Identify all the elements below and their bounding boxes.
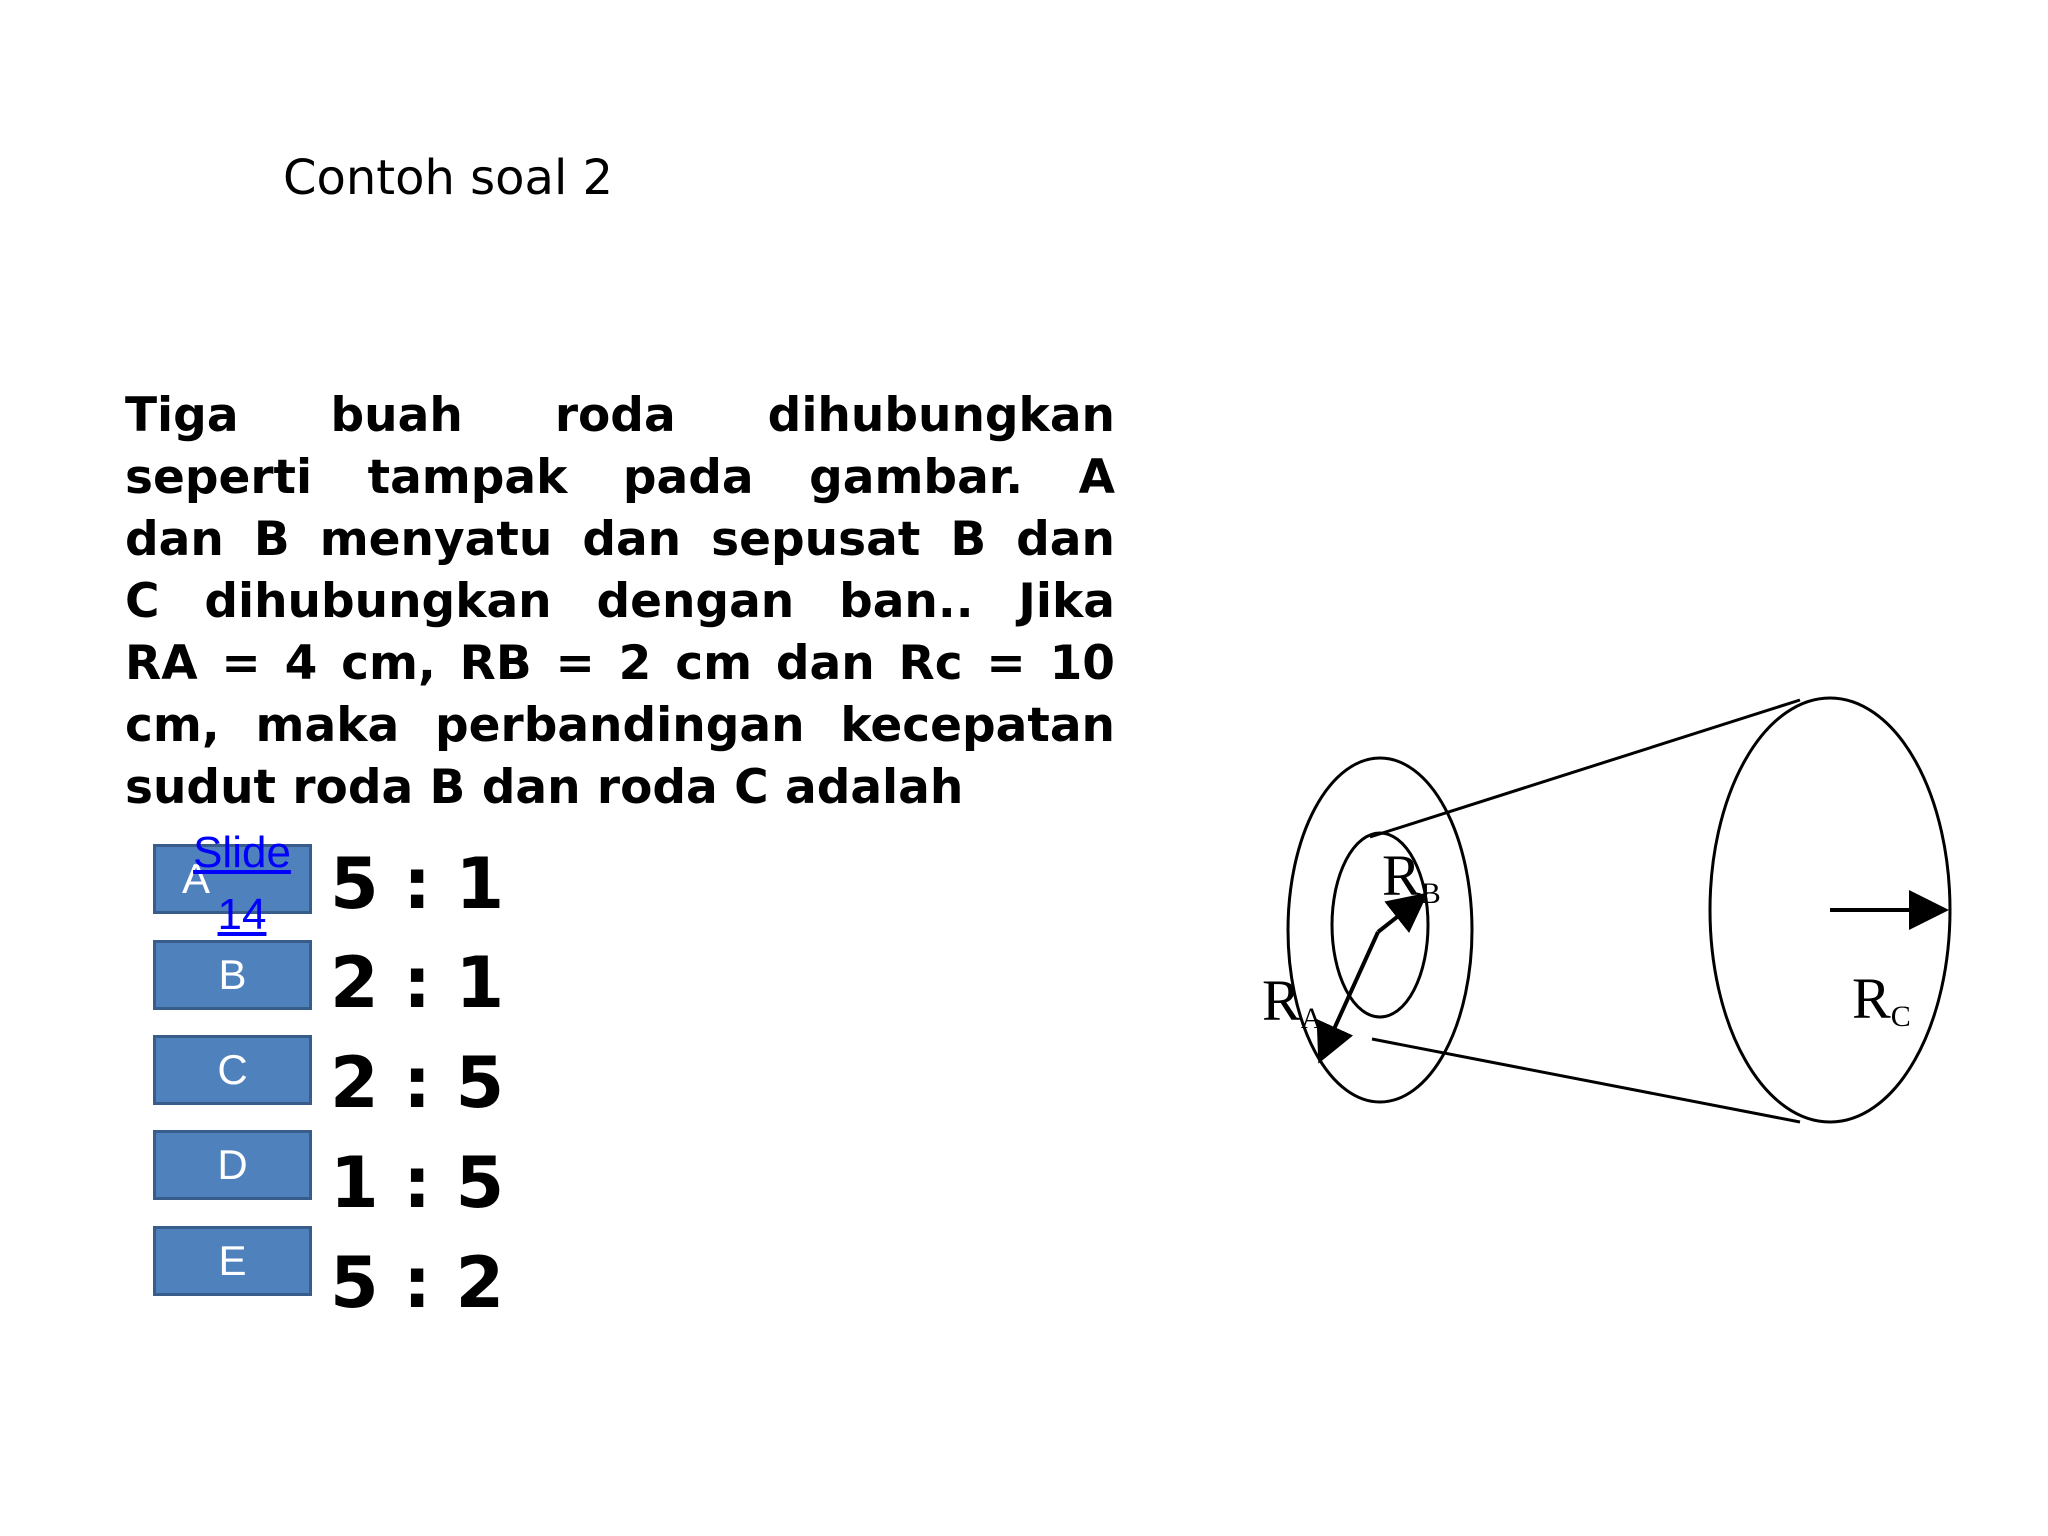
slide-14-link[interactable]: Slide 14 xyxy=(193,828,291,939)
option-e-button[interactable] xyxy=(153,1226,312,1296)
wheels-diagram xyxy=(1240,680,1970,1140)
option-c-button[interactable] xyxy=(153,1035,312,1105)
option-c-label: C xyxy=(217,1046,248,1093)
label-ra: RA xyxy=(1262,968,1323,1035)
question-line: C dihubungkan dengan ban.. Jika xyxy=(125,574,1115,629)
option-e-label: E xyxy=(218,1237,247,1284)
question-line: dan B menyatu dan sepusat B dan xyxy=(125,512,1115,567)
question-line: sudut roda B dan roda C adalah xyxy=(125,760,964,815)
question-line: RA = 4 cm, RB = 2 cm dan Rc = 10 xyxy=(125,636,1115,691)
label-rb: RB xyxy=(1382,843,1441,910)
belt-bottom xyxy=(1372,1039,1800,1122)
option-b-value: 2 : 1 xyxy=(330,942,505,1024)
option-d-button[interactable] xyxy=(153,1130,312,1200)
slide-title: Contoh soal 2 xyxy=(283,150,614,206)
option-b-button[interactable] xyxy=(153,940,312,1010)
option-b-label: B xyxy=(218,951,247,998)
option-d-label: D xyxy=(217,1141,248,1188)
option-e-value: 5 : 2 xyxy=(330,1242,505,1324)
option-c-value: 2 : 5 xyxy=(330,1042,505,1124)
option-a-label: A xyxy=(182,855,211,902)
question-line: seperti tampak pada gambar. A xyxy=(125,450,1115,505)
label-rc: RC xyxy=(1852,966,1911,1033)
radius-a-arrow xyxy=(1320,932,1378,1060)
question-line: cm, maka perbandingan kecepatan xyxy=(125,698,1115,753)
option-d-value: 1 : 5 xyxy=(330,1142,505,1224)
question-text xyxy=(125,385,1115,819)
question-line: Tiga buah roda dihubungkan xyxy=(125,388,1115,443)
belt-top xyxy=(1370,700,1800,837)
option-a-value: 5 : 1 xyxy=(330,843,505,925)
